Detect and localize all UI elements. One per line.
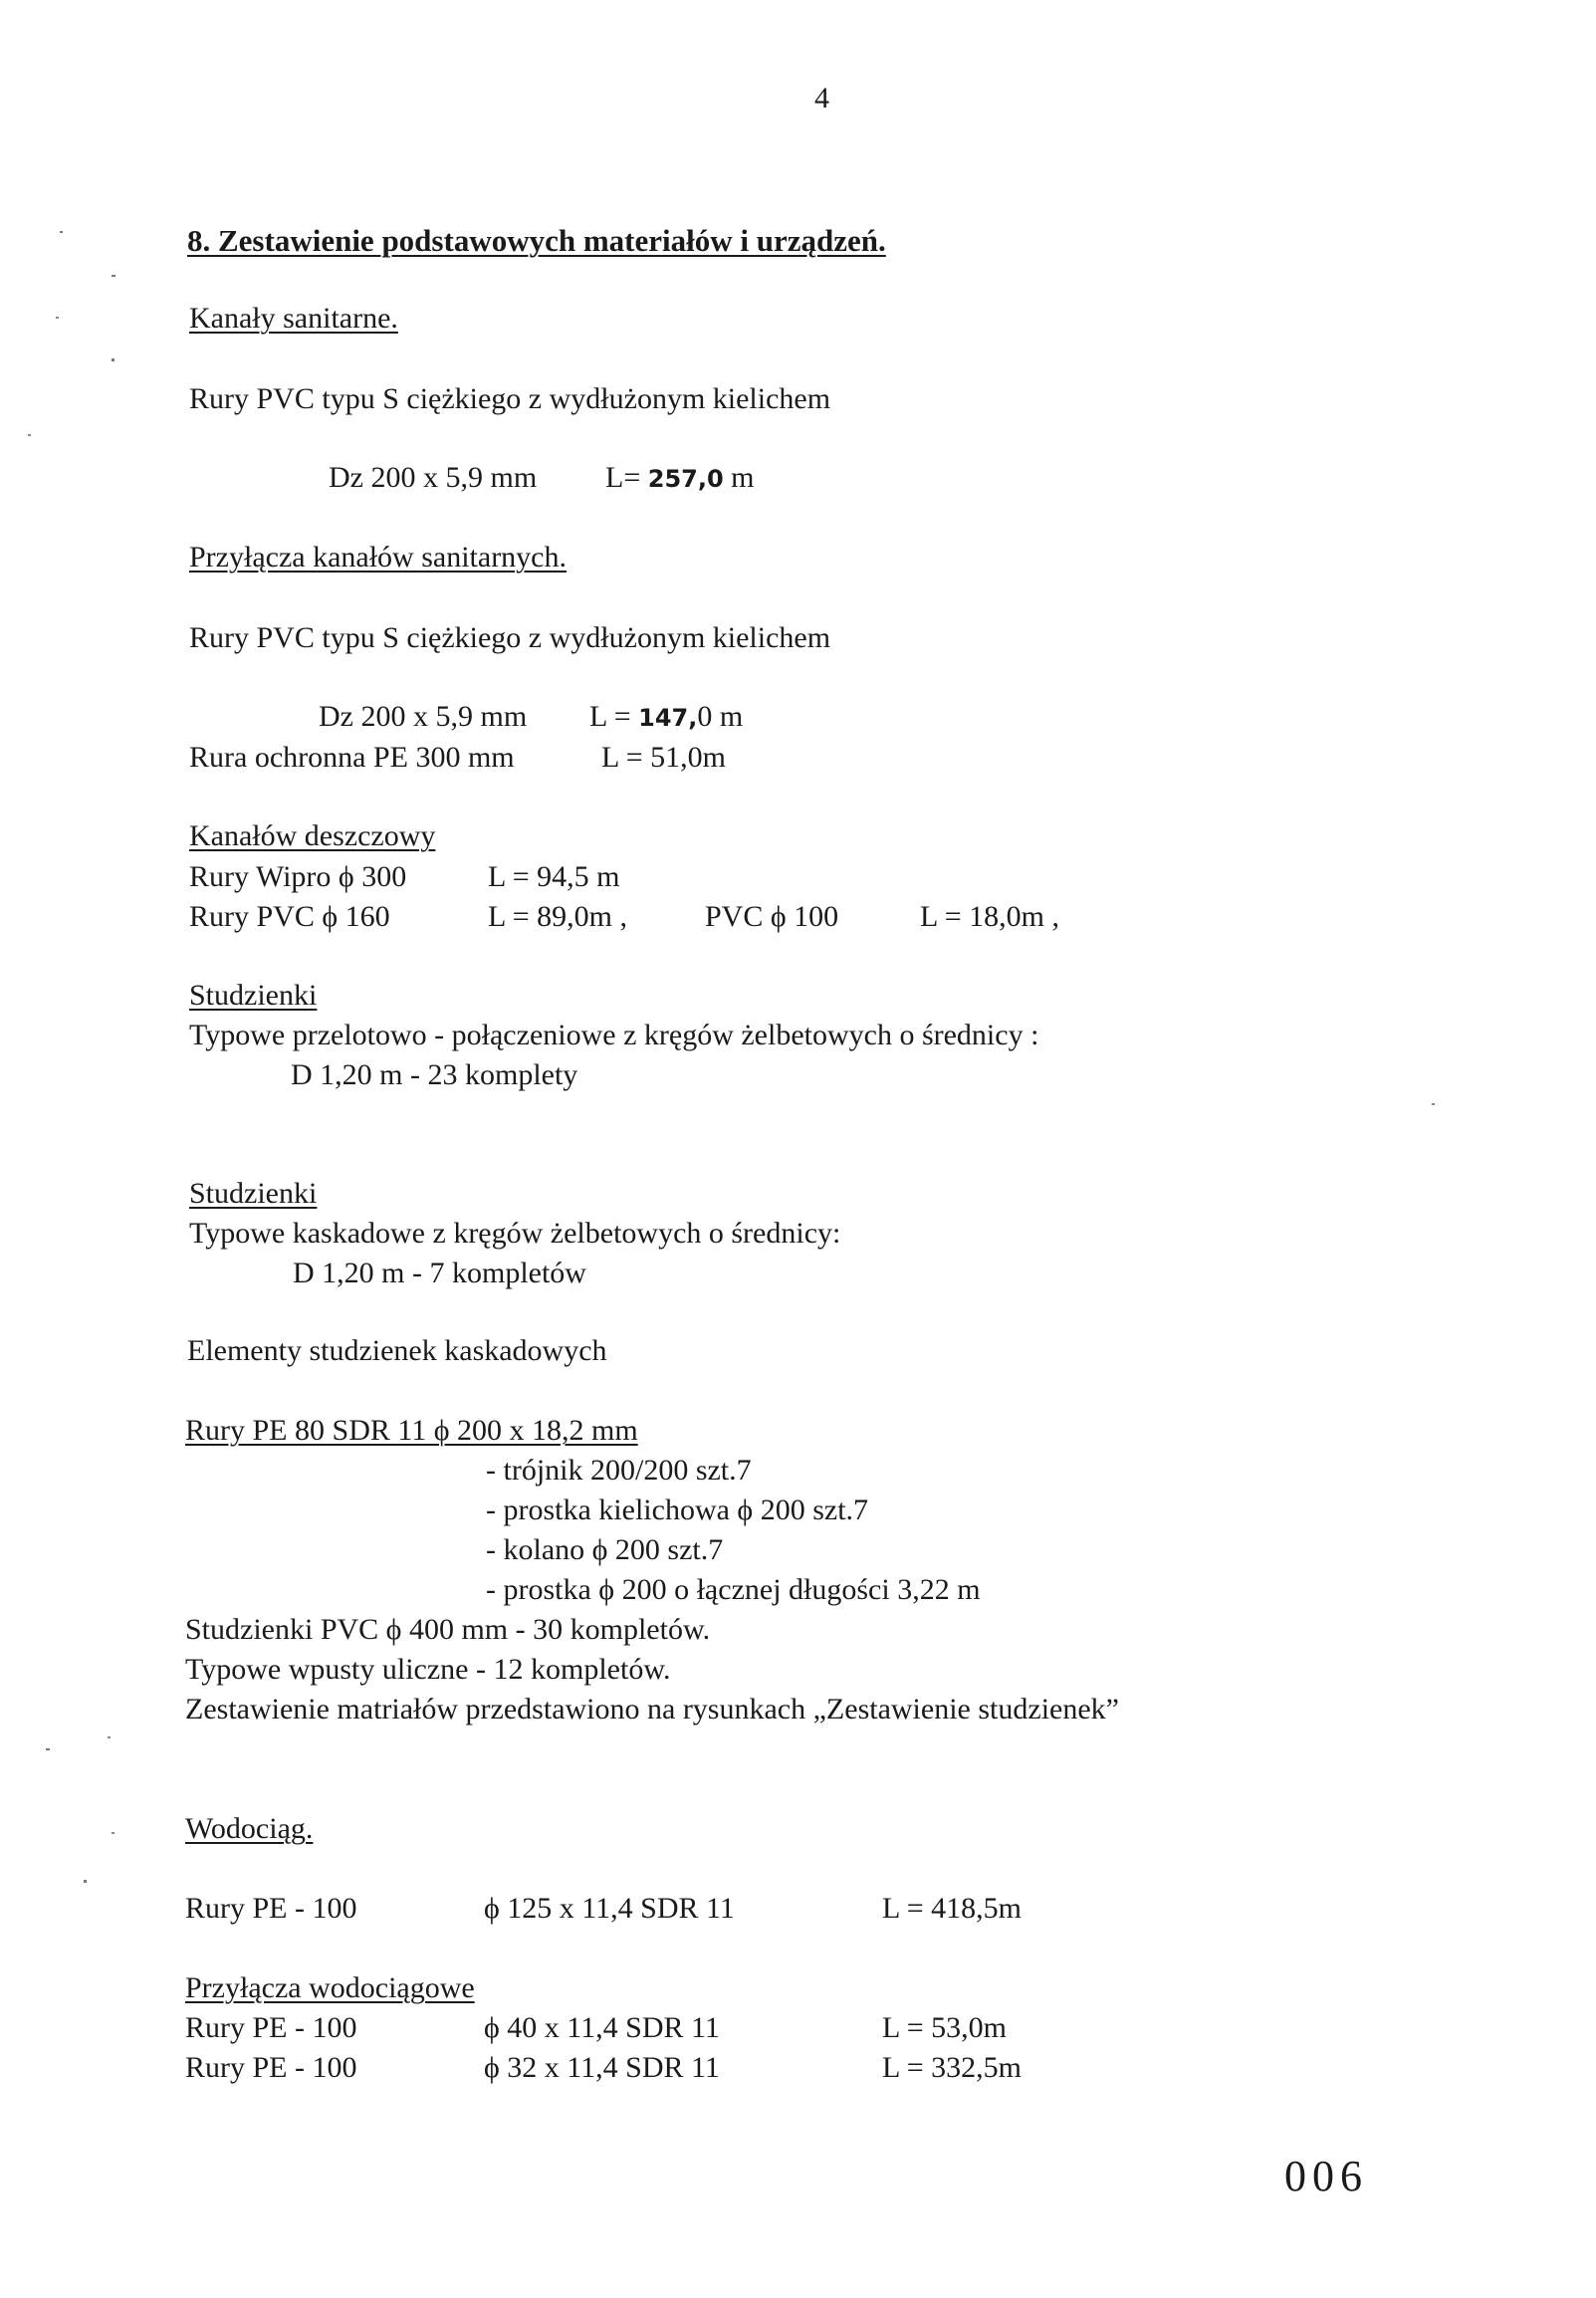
kanaly-length-unit: m xyxy=(731,461,755,494)
przylacza-row-name: Rury PE - 100 xyxy=(185,2051,357,2084)
kanaly-pipe-size: Dz 200 x 5,9 mm xyxy=(329,461,538,494)
elementy-item: - kolano ϕ 200 szt.7 xyxy=(486,1533,724,1566)
przylacza-row-spec: ϕ 40 x 11,4 SDR 11 xyxy=(484,2011,720,2044)
wodociag-row-length: L = 418,5m xyxy=(882,1892,1022,1925)
elementy-item: - prostka ϕ 200 o łącznej długości 3,22 m xyxy=(486,1573,981,1606)
kanaly-length-value: 257,0 xyxy=(647,465,724,493)
przylacza-sanitarne-title: Przyłącza kanałów sanitarnych. xyxy=(189,541,567,574)
studzienki-2-detail: D 1,20 m - 7 kompletów xyxy=(293,1257,586,1289)
pvc160-length: L = 89,0m , xyxy=(488,900,627,933)
kanaly-sanitarne-title: Kanały sanitarne. xyxy=(189,302,398,335)
scan-speck xyxy=(108,1736,111,1738)
studzienki-pvc: Studzienki PVC ϕ 400 mm - 30 kompletów. xyxy=(185,1613,711,1646)
kanal-deszczowy-title: Kanałów deszczowy xyxy=(189,819,436,852)
przylacza-pipe-desc: Rury PVC typu S ciężkiego z wydłużonym kielichem xyxy=(189,621,831,654)
przylacza-row-length: L = 53,0m xyxy=(882,2011,1007,2044)
protective-pipe: Rura ochronna PE 300 mm xyxy=(189,741,515,774)
pvc100-length: L = 18,0m , xyxy=(920,900,1059,933)
scan-speck xyxy=(56,317,59,319)
studzienki-2-title: Studzienki xyxy=(189,1177,318,1210)
corner-page-number: 006 xyxy=(1284,2152,1368,2200)
przylacza-length-value: 147, xyxy=(638,704,698,732)
przylacza-pipe-size: Dz 200 x 5,9 mm xyxy=(319,700,528,733)
wipro-pipe: Rury Wipro ϕ 300 xyxy=(189,860,407,893)
kanaly-length xyxy=(605,463,755,493)
przylacza-row-name: Rury PE - 100 xyxy=(185,2011,357,2044)
studzienki-2-desc: Typowe kaskadowe z kręgów żelbetowych o średnicy: xyxy=(189,1217,841,1250)
elementy-pipe-header: Rury PE 80 SDR 11 ϕ 200 x 18,2 mm xyxy=(185,1414,638,1447)
scan-speck xyxy=(1432,1103,1435,1105)
przylacza-wodociagowe-title: Przyłącza wodociągowe xyxy=(185,1971,475,2004)
studzienki-1-detail: D 1,20 m - 23 komplety xyxy=(291,1058,578,1091)
studzienki-1-desc: Typowe przelotowo - połączeniowe z kręgów żelbetowych o średnicy : xyxy=(189,1019,1039,1051)
scan-speck xyxy=(112,275,115,277)
wpusty-uliczne: Typowe wpusty uliczne - 12 kompletów. xyxy=(185,1653,671,1686)
przylacza-length xyxy=(589,702,743,732)
pvc100-pipe: PVC ϕ 100 xyxy=(705,900,839,933)
kanaly-pipe-desc: Rury PVC typu S ciężkiego z wydłużonym kielichem xyxy=(189,382,831,415)
scan-speck xyxy=(28,434,31,436)
przylacza-row-length: L = 332,5m xyxy=(882,2051,1022,2084)
elementy-item: - prostka kielichowa ϕ 200 szt.7 xyxy=(486,1494,869,1526)
przylacza-length-label: L = xyxy=(589,700,631,733)
wodociag-row-spec: ϕ 125 x 11,4 SDR 11 xyxy=(484,1892,735,1925)
scan-speck xyxy=(60,231,63,233)
scan-speck xyxy=(112,358,114,361)
wodociag-title: Wodociąg. xyxy=(185,1812,314,1845)
protective-pipe-length: L = 51,0m xyxy=(601,741,726,774)
wipro-length: L = 94,5 m xyxy=(488,860,620,893)
elementy-item: - trójnik 200/200 szt.7 xyxy=(486,1454,752,1487)
scan-speck xyxy=(84,1880,87,1883)
pvc160-pipe: Rury PVC ϕ 160 xyxy=(189,900,390,933)
scan-speck xyxy=(112,1832,114,1834)
scan-speck xyxy=(46,1748,50,1750)
studzienki-1-title: Studzienki xyxy=(189,979,318,1012)
przylacza-length-rest: 0 m xyxy=(697,700,744,733)
kanaly-length-label: L= xyxy=(605,461,641,494)
przylacza-row-spec: ϕ 32 x 11,4 SDR 11 xyxy=(484,2051,720,2084)
wodociag-row-name: Rury PE - 100 xyxy=(185,1892,357,1925)
summary-line: Zestawienie matriałów przedstawiono na rysunkach „Zestawienie studzienek” xyxy=(185,1693,1119,1725)
section-heading: 8. Zestawienie podstawowych materiałów i urządzeń. xyxy=(187,223,886,258)
elementy-title: Elementy studzienek kaskadowych xyxy=(187,1334,607,1367)
page-number: 4 xyxy=(814,82,829,115)
